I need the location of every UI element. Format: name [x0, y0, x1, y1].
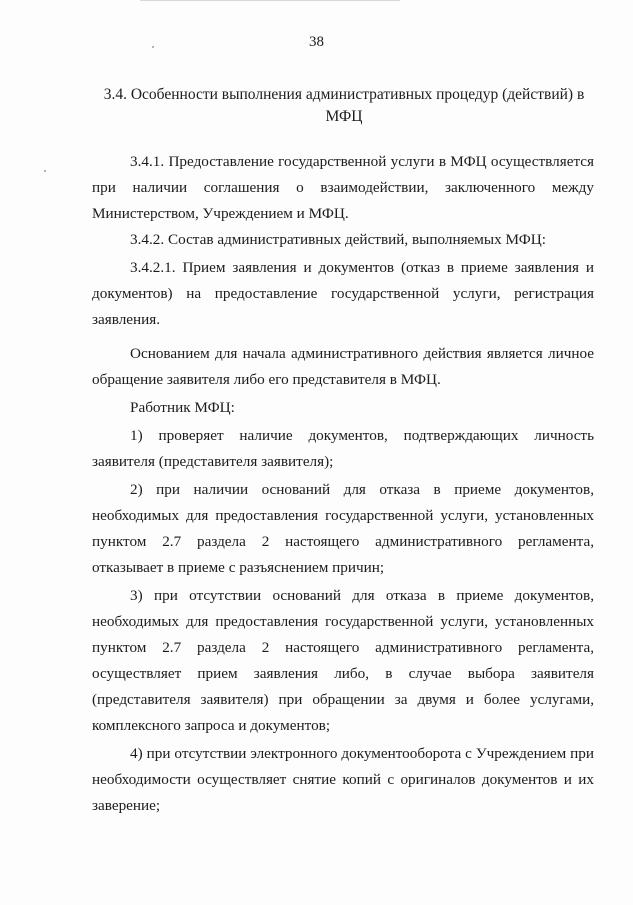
scan-edge-line — [140, 0, 400, 1]
paragraph-3-4-2-1: 3.4.2.1. Прием заявления и документов (отказ в приеме заявления и документов) на предоставление государственной услуги, регистрация заявления. — [92, 259, 594, 328]
list-item-1: 1) проверяет наличие документов, подтверждающих личность заявителя (представителя заявителя); — [92, 427, 594, 470]
page-number: 38 — [309, 34, 324, 50]
paragraph-3-4-1: 3.4.1. Предоставление государственной услуги в МФЦ осуществляется при наличии соглашения о взаимодействии, заключенного между Министерством, Учреждением и МФЦ. — [92, 153, 594, 222]
paragraph-3-4-2: 3.4.2. Состав административных действий, выполняемых МФЦ: — [130, 231, 546, 248]
document-body — [92, 149, 594, 819]
section-title: 3.4. Особенности выполнения административных процедур (действий) в МФЦ — [103, 86, 585, 125]
paragraph-worker: Работник МФЦ: — [130, 399, 235, 416]
list-item-2: 2) при наличии оснований для отказа в приеме документов, необходимых для предоставления государственной услуги, установленных пунктом 2.7 раздела 2 настоящего административного регламента, отказывает в приеме с разъяснением причин; — [92, 481, 594, 576]
paragraph-basis: Основанием для начала административного действия является личное обращение заявителя либо его представителя в МФЦ. — [92, 345, 594, 388]
list-item-3: 3) при отсутствии оснований для отказа в приеме документов, необходимых для предоставления государственной услуги, установленных пунктом 2.7 раздела 2 настоящего административного регламента, осуществляет прием заявления либо, в случае выбора заявителя (представителя заявителя) при обращении за двумя и более услугами, комплексного запроса и документов; — [92, 587, 594, 734]
list-item-4: 4) при отсутствии электронного документооборота с Учреждением при необходимости осуществляет снятие копий с оригиналов документов и их заверение; — [92, 745, 594, 814]
scan-speck — [44, 170, 46, 172]
